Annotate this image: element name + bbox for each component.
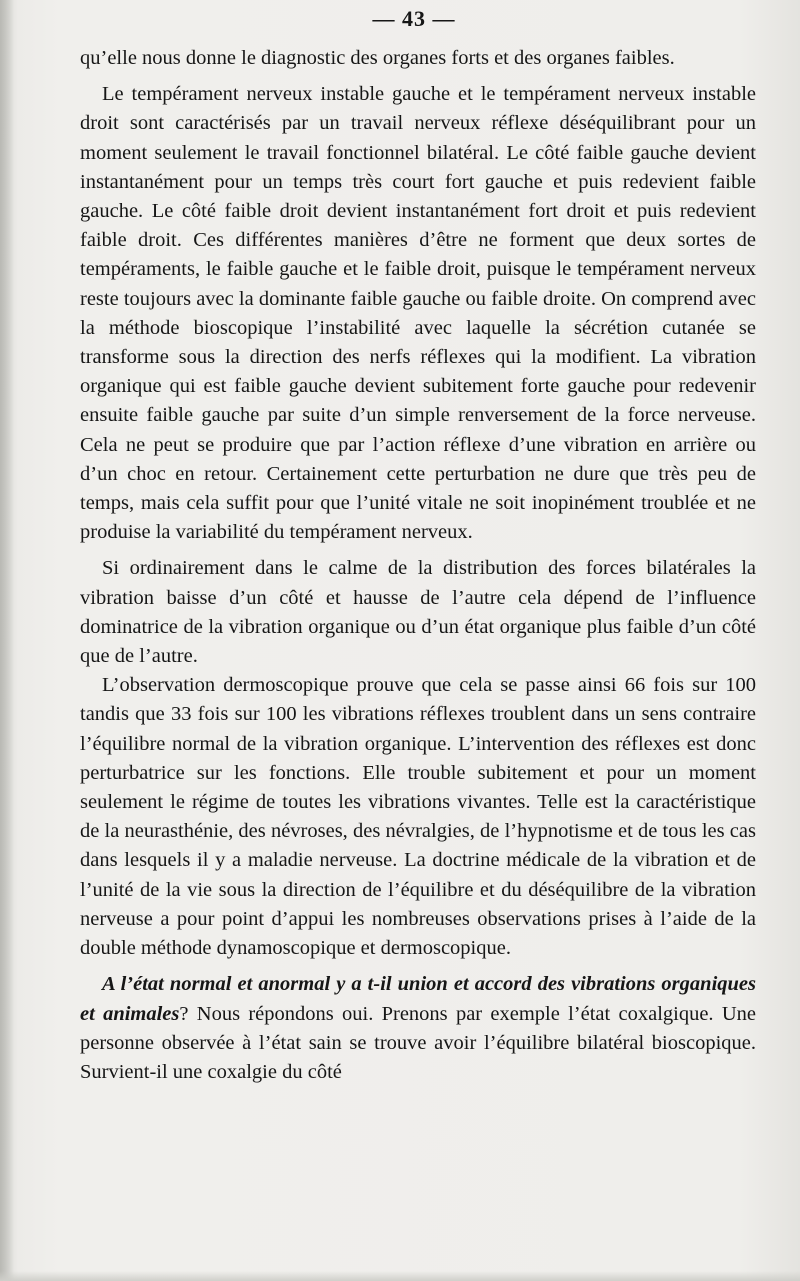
page-bottom-shadow	[0, 1271, 800, 1281]
paragraph-bilateral-forces: Si ordinairement dans le calme de la distribution des forces bilatérales la vibration baisse d’un côté et hausse de l’autre cela dépend de l’influence dominatrice de la vibration organique ou d’un état organique plus faible d’un côté que de l’autre.	[80, 557, 756, 668]
page-number: — 43 —	[372, 6, 456, 31]
page-edge-shadow	[0, 0, 14, 1281]
paragraph-dermoscopic-observation: L’observation dermoscopique prouve que cela se passe ainsi 66 fois sur 100 tandis que 33 fois sur 100 les vibrations réflexes troublent dans un sens contraire l’équilibre normal de la vibration organique. L’intervention des réflexes est donc perturbatrice sur les fonctions. Elle trouble subitement et pour un moment seulement le régime de toutes les vibrations vivantes. Telle est la caractéristique de la neurasthénie, des névroses, des névralgies, de l’hypnotisme et de tous les cas dans lesquels il y a maladie nerveuse. La doctrine médicale de la vibration et de l’unité de la vie sous la direction de l’équilibre et du déséquilibre de la vibration nerveuse a pour point d’appui les nombreuses observations prises à l’aide de la double méthode dynamoscopique et dermoscopique.	[80, 674, 756, 960]
page-body	[80, 44, 756, 1094]
paragraph-nervous-temperament: Le tempérament nerveux instable gauche et le tempérament nerveux instable droit sont caractérisés par un travail nerveux réflexe déséquilibrant pour un moment seulement le travail fonctionnel bilatéral. Le côté faible gauche devient instantanément pour un temps très court fort gauche et puis redevient faible gauche. Le côté faible droit devient instantanément fort droit et puis redevient faible droit. Ces différentes manières d’être ne forment que deux sortes de tempéraments, le faible gauche et le faible droit, puisque le tempérament nerveux reste toujours avec la dominante faible gauche ou faible droite. On comprend avec la méthode bioscopique l’instabilité avec laquelle la sécrétion cutanée se transforme sous la direction des nerfs réflexes qui la modifient. La vibration organique qui est faible gauche devient subitement forte gauche pour redevenir ensuite faible gauche par suite d’un simple renversement de la force nerveuse. Cela ne peut se produire que par l’action réflexe d’une vibration en arrière ou d’un choc en retour. Certainement cette perturbation ne dure que très peu de temps, mais cela suffit pour que l’unité vitale ne soit inopinément troublée et ne produise la variabilité du tempérament nerveux.	[80, 83, 756, 544]
italic-question: A l’état normal et anormal y a t-il union et accord des vibrations organiques et animales	[80, 973, 756, 1025]
paragraph-continuation: qu’elle nous donne le diagnostic des organes forts et des organes faibles.	[80, 47, 675, 69]
paragraph-normal-state	[80, 970, 756, 1087]
paragraph-answer: ? Nous répondons oui. Prenons par exemple l’état coxalgique. Une personne observée à l’état sain se trouve avoir l’équilibre bilatéral bioscopique. Survient-il une coxalgie du côté	[80, 1002, 756, 1083]
